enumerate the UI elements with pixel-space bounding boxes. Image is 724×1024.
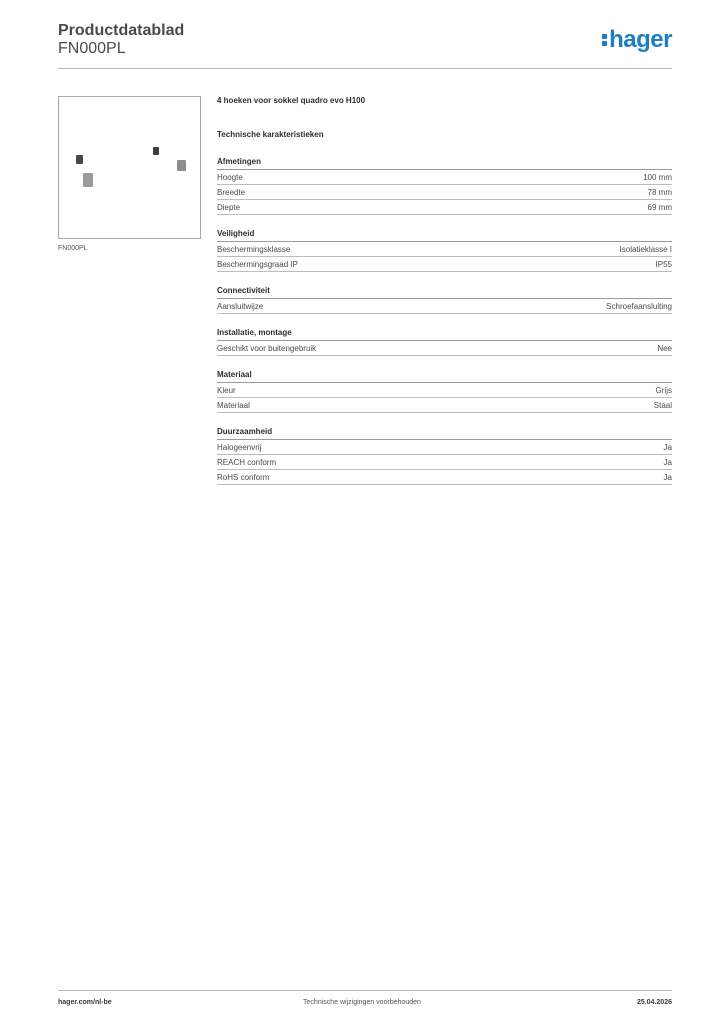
image-caption: FN000PL [58,245,88,252]
spec-row [217,440,672,455]
spec-label: Hoogte [217,173,243,182]
spec-row [217,170,672,185]
spec-row [217,383,672,398]
section-title: Installatie, montage [217,327,672,341]
spec-label: Halogeenvrij [217,443,262,452]
section-title: Veiligheid [217,228,672,242]
section-title: Afmetingen [217,156,672,170]
spec-label: Beschermingsgraad IP [217,260,298,269]
spec-value: Ja [663,443,672,452]
spec-label: Diepte [217,203,241,212]
spec-value: Ja [663,458,672,467]
spec-value: Nee [657,344,672,353]
spec-row [217,455,672,470]
spec-row [217,470,672,485]
corner-piece-3 [177,160,186,171]
spec-label: Beschermingsklasse [217,245,291,254]
corner-piece-4 [83,173,93,187]
spec-value: Staal [653,401,672,410]
footer-notice: Technische wijzigingen voorbehouden [303,999,421,1006]
footer-date: 25.04.2026 [636,999,672,1006]
spec-label: Kleur [217,386,236,395]
section-title: Duurzaamheid [217,426,672,440]
spec-value: Isolatieklasse I [619,245,672,254]
product-image [58,96,201,239]
spec-label: Materiaal [217,401,250,410]
section-title: Connectiviteit [217,285,672,299]
spec-label: RoHS conform [217,473,270,482]
page-title: Productdatablad [58,22,185,39]
section-afmetingen [217,156,672,215]
spec-label: Aansluitwijze [217,302,264,311]
section-materiaal [217,369,672,413]
spec-label: Geschikt voor buitengebruik [217,344,317,353]
spec-value: 100 mm [643,173,672,182]
section-duurzaamheid [217,426,672,485]
tech-heading: Technische karakteristieken [217,130,324,139]
spec-row [217,299,672,314]
spec-value: IP55 [655,260,672,269]
section-connectiviteit [217,285,672,314]
header-divider [58,68,672,69]
spec-content [217,96,672,485]
spec-value: Schroefaansluiting [606,302,672,311]
corner-piece-1 [76,155,83,164]
spec-label: REACH conform [217,458,277,467]
spec-value: Grijs [655,386,672,395]
logo-dots-icon [602,32,607,48]
product-name: 4 hoeken voor sokkel quadro evo H100 [217,96,366,105]
corner-piece-2 [153,147,159,155]
section-veiligheid [217,228,672,272]
logo-text: hager [609,26,672,53]
spec-row [217,200,672,215]
hager-logo [602,26,672,54]
spec-value: 78 mm [647,188,672,197]
product-code: FN000PL [58,40,126,57]
footer-website: hager.com/nl-be [58,999,112,1006]
spec-row [217,257,672,272]
spec-value: Ja [663,473,672,482]
spec-row [217,242,672,257]
spec-row [217,398,672,413]
spec-value: 69 mm [647,203,672,212]
spec-label: Breedte [217,188,246,197]
section-installatie [217,327,672,356]
spec-row [217,185,672,200]
footer-divider [58,990,672,991]
spec-row [217,341,672,356]
section-title: Materiaal [217,369,672,383]
